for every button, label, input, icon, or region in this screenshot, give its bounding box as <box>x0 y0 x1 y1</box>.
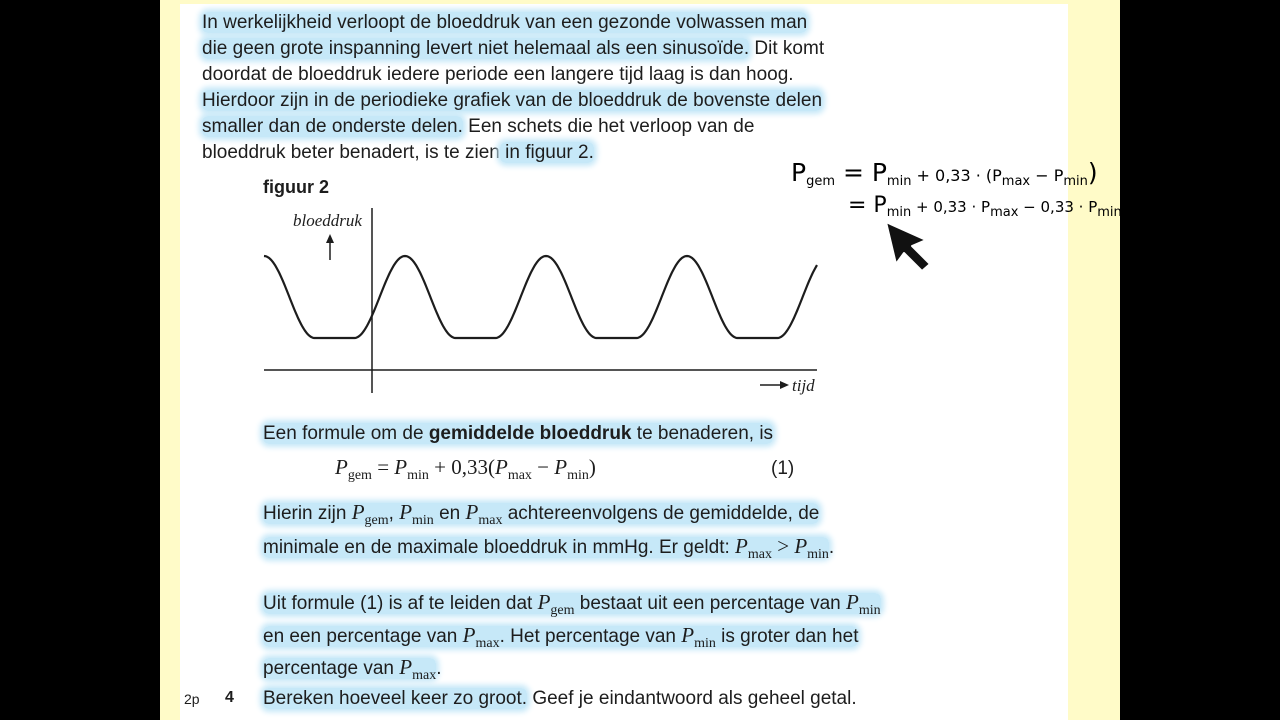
y-axis-label: bloeddruk <box>293 211 362 230</box>
formula-intro: Een formule om de gemiddelde bloeddruk te benaderen, is <box>263 423 774 444</box>
uit-line-3: percentage van $P_{max}$. <box>263 655 442 683</box>
intro-line-3: doordat de bloeddruk iedere periode een langere tijd laag is dan hoog. <box>202 64 794 85</box>
blood-pressure-curve <box>264 256 817 338</box>
handwritten-line-2: = $P_{min} + 0,33 \cdot P_{max} - 0,33 \cdot P_{min}$ <box>848 193 1122 220</box>
y-arrow-head <box>326 234 334 243</box>
arrow-cursor-icon <box>880 218 940 274</box>
intro-line-6: bloeddruk beter benadert, is te zien in figuur 2. <box>202 142 594 163</box>
hierin-line-1: Hierin zijn $P_{gem}$, $P_{min}$ en $P_{max}$ achtereenvolgens de gemiddelde, de <box>263 500 820 528</box>
intro-line-4: Hierdoor zijn in de periodieke grafiek van de bloeddruk de bovenste delen <box>202 90 823 111</box>
x-axis-label: tijd <box>792 376 815 395</box>
uit-line-2: en een percentage van $P_{max}$. Het percentage van $P_{min}$ is groter dan het <box>263 623 859 651</box>
intro-line-2: die geen grote inspanning levert niet helemaal als een sinusoïde. Dit komt <box>202 38 825 59</box>
hierin-line-2: minimale en de maximale bloeddruk in mmHg. Er geldt: $P_{max} > P_{min}$. <box>263 534 835 562</box>
uit-line-1: Uit formule (1) is af te leiden dat $P_{gem}$ bestaat uit een percentage van $P_{min}$ <box>263 590 881 618</box>
x-arrow-head <box>780 381 789 389</box>
question-number: 4 <box>225 689 234 706</box>
question-points: 2p <box>184 691 200 707</box>
intro-line-1: In werkelijkheid verloopt de bloeddruk van een gezonde volwassen man <box>202 12 808 33</box>
formula-number: (1) <box>771 458 795 479</box>
formula-1: $P_{gem} = P_{min} + 0,33(P_{max} - P_{min})$ <box>335 455 596 483</box>
intro-line-5: smaller dan de onderste delen. Een schets die het verloop van de <box>202 116 755 137</box>
blood-pressure-figure <box>255 205 845 400</box>
handwritten-line-1: $P_{gem} = P_{min} + 0,33 \cdot (P_{max} - P_{min})$ <box>791 158 1098 189</box>
question-text: Bereken hoeveel keer zo groot. Geef je eindantwoord als geheel getal. <box>263 688 857 709</box>
figure-title: figuur 2 <box>263 177 329 197</box>
